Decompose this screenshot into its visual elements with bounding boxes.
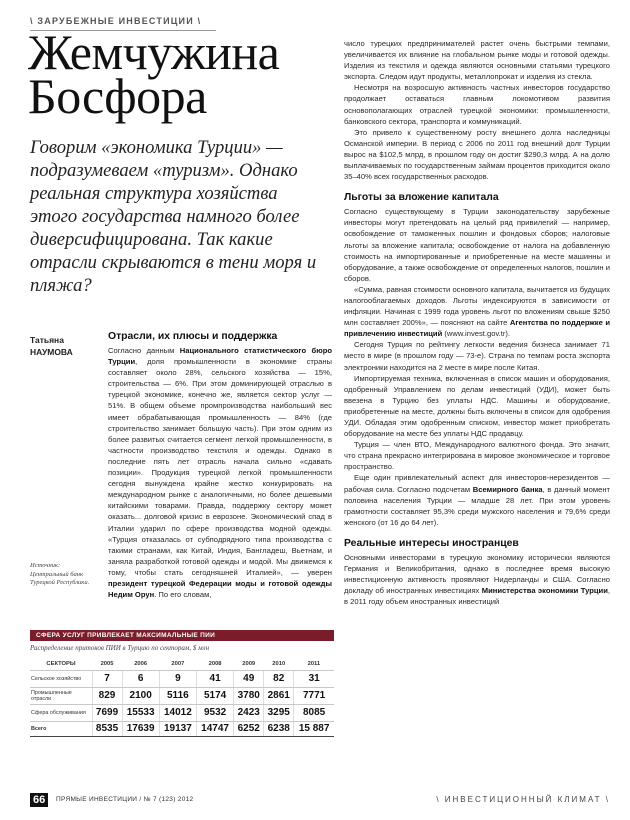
table-cell: 31 bbox=[294, 670, 334, 687]
col-header-year: 2007 bbox=[159, 658, 196, 670]
table-cell: 15533 bbox=[122, 704, 159, 721]
row-label: Сельское хозяйство bbox=[30, 670, 92, 687]
table-cell: 3295 bbox=[264, 704, 294, 721]
source-caption: Источник: Центральный банк Турецкой Республики. bbox=[30, 562, 90, 586]
col-header-year: 2008 bbox=[196, 658, 233, 670]
table-cell: 2423 bbox=[234, 704, 264, 721]
magazine-issue: ПРЯМЫЕ ИНВЕСТИЦИИ / № 7 (123) 2012 bbox=[56, 796, 194, 803]
table-cell: 6238 bbox=[264, 721, 294, 736]
paragraph: Это привело к существенному росту внешнего долга наследницы Османской империи. В период с 2006 по 2011 год внешний долг Турции вырос на $102,5 млрд, в прошлом году он достиг $290,3 млрд. А на долю выплачиваемых по государственным займам процентов приходится около 35–40% всех государственных расходов. bbox=[344, 127, 610, 182]
rubric-label: \ ИНВЕСТИЦИОННЫЙ КЛИМАТ \ bbox=[436, 795, 610, 804]
title-line-1: Жемчужина bbox=[28, 24, 280, 80]
col-header-year: 2005 bbox=[92, 658, 122, 670]
article-column-middle bbox=[108, 330, 332, 600]
article-column-right bbox=[344, 38, 610, 607]
table-cell: 8085 bbox=[294, 704, 334, 721]
author-last-name: НАУМОВА bbox=[30, 347, 73, 357]
col-header-year: 2010 bbox=[264, 658, 294, 670]
table-cell: 14012 bbox=[159, 704, 196, 721]
heading-benefits: Льготы за вложение капитала bbox=[344, 192, 499, 204]
table-header-row bbox=[30, 658, 334, 670]
title-line-2: Босфора bbox=[28, 68, 207, 124]
paragraph: «Сумма, равная стоимости основного капитала, вычитается из будущих налогооблагаемых доходов. Льготы индексируются в зависимости от инфляции. Начиная с 1999 года уровень льгот по вложениям свыше $250 млн составляет 200%», — поясняют на сайте Агентства по поддержке и привлечению инвестиций (www.invest.gov.tr). bbox=[344, 284, 610, 339]
table-cell: 2861 bbox=[264, 687, 294, 704]
table-cell: 49 bbox=[234, 670, 264, 687]
table-cell: 829 bbox=[92, 687, 122, 704]
paragraph: Согласно существующему в Турции законодательству зарубежные инвесторы могут претендовать на целый ряд привилегий — например, освобождение от таможенных пошлин и фондовых сборов; налоговые льготы за вложение капитала; освобождение от налога на добавленную стоимость на импортированные и приобретенные на месте машинны и оборудование, а также освобождение от определенных налогов, пошлин и сборов. bbox=[344, 207, 610, 283]
page-footer bbox=[30, 793, 610, 809]
heading-industries: Отрасли, их плюсы и поддержка bbox=[108, 331, 278, 342]
row-label: Промышленные отрасли bbox=[30, 687, 92, 704]
table-cell: 7 bbox=[92, 670, 122, 687]
table-cell: 19137 bbox=[159, 721, 196, 736]
section-label: \ ЗАРУБЕЖНЫЕ ИНВЕСТИЦИИ \ bbox=[30, 16, 202, 26]
table-row bbox=[30, 704, 334, 721]
table-cell: 9532 bbox=[196, 704, 233, 721]
table-cell: 2100 bbox=[122, 687, 159, 704]
table-cell: 15 887 bbox=[294, 721, 334, 736]
table-cell: 14747 bbox=[196, 721, 233, 736]
table-cell: 6252 bbox=[234, 721, 264, 736]
article-title bbox=[28, 24, 280, 124]
heading-foreign-interests: Реальные интересы иностранцев bbox=[344, 537, 519, 549]
table-cell: 7771 bbox=[294, 687, 334, 704]
lead-paragraph: Говорим «экономика Турции» — подразумеваем «туризм». Однако реальная структура хозяйства этого государства намного более диверсифицирована. Так какие отрасли скрываются в тени моря и пляжа? bbox=[30, 137, 317, 296]
table-cell: 8535 bbox=[92, 721, 122, 736]
table-cell: 5116 bbox=[159, 687, 196, 704]
paragraph: Сегодня Турция по рейтингу легкости ведения бизнеса занимает 71 место в мире (в прошлом году — 73-е). Страна по темпам роста экспорта электроники находится на 2 месте в мире после Китая. bbox=[344, 340, 610, 372]
table-cell: 7699 bbox=[92, 704, 122, 721]
col-header-year: 2009 bbox=[234, 658, 264, 670]
table-title: СФЕРА УСЛУГ ПРИВЛЕКАЕТ МАКСИМАЛЬНЫЕ ПИИ bbox=[30, 630, 334, 641]
row-label: Сфера обслуживания bbox=[30, 704, 92, 721]
table-cell: 5174 bbox=[196, 687, 233, 704]
paragraph: Основными инвесторами в турецкую экономику исторически являются Германия и Великобритания, однако в последнее время высокую инвестиционную активность проявляют Нидерланды и США. Согласно докладу об иностранных инвестициях Министерства экономики Турции, в 2011 году объем иностранных инвестиций bbox=[344, 552, 610, 607]
table-cell: 3780 bbox=[234, 687, 264, 704]
table-row bbox=[30, 687, 334, 704]
table-cell: 82 bbox=[264, 670, 294, 687]
table-row bbox=[30, 670, 334, 687]
paragraph: Несмотря на возросшую активность частных инвесторов государство продолжает оставаться главным локомотивом развития основополагающих отраслей турецкой экономики: промышленности, банковского сектора, транспорта и коммуникаций. bbox=[344, 83, 610, 126]
page-number: 66 bbox=[30, 793, 48, 807]
paragraph: число турецких предпринимателей растет очень быстрыми темпами, увеличивается их влияние на глобальном рынке моды и готовой одежды. Изделия из текстиля и одежда являются основными статьями турецкого экспорта. Следом идут продукты, металлопрокат и изделия из стекла. bbox=[344, 39, 610, 82]
table-cell: 41 bbox=[196, 670, 233, 687]
table-cell: 17639 bbox=[122, 721, 159, 736]
table-subtitle: Распределение притоков ПИИ в Турцию по секторам, $ млн bbox=[30, 644, 210, 652]
col-header-year: 2011 bbox=[294, 658, 334, 670]
table-cell: 6 bbox=[122, 670, 159, 687]
fdi-table bbox=[30, 658, 334, 737]
table-cell: 9 bbox=[159, 670, 196, 687]
col-header-sectors: СЕКТОРЫ bbox=[30, 658, 92, 670]
paragraph: Турция — член ВТО, Международного валютного фонда. Это значит, что страна прекрасно интегрирована в мировое экономическое и торговое пространство. bbox=[344, 440, 610, 472]
author-first-name: Татьяна bbox=[30, 335, 64, 345]
table-total-row bbox=[30, 721, 334, 736]
paragraph: Импортируемая техника, включенная в список машин и оборудования, одобренный Управлением по делам инвестиций (УДИ), может быть ввезена в Турцию без уплаты НДС. Машины и оборудование, приобретенные на месте, должны быть включены в список для одобрения УДИ. Обладая этим одобренным списком, инвестор может приобретать оборудование на месте без уплаты НДС продавцу. bbox=[344, 373, 610, 439]
paragraph: Еще один привлекательный аспект для инвесторов-нерезидентов — рабочая сила. Согласно подсчетам Всемирного банка, в данный момент половина населения Турции — младше 28 лет. При этом уровень грамотности составляет 95,3% среди мужского населения и 79,6% среди женского (от 16 до 64 лет). bbox=[344, 473, 610, 527]
author-byline bbox=[30, 334, 73, 358]
row-label: Всего bbox=[30, 721, 92, 736]
col-header-year: 2006 bbox=[122, 658, 159, 670]
paragraph: Согласно данным Национального статистического бюро Турции, доля промышленности в экономике страны составляет около 28%, сельского хозяйства — 15%, строительства — 6%. При этом доминирующей отраслью в турецкой экономике, конечно же, является сектор услуг — 51%. В общем объеме промпроизводства наибольший вес имеет обрабатывающая промышленность — 84% (где строительство занимает большую часть). При этом одним из более развитых считается сегмент легкой промышленности, в частности производство текстиля и одежды. Однако в последние пять лет отрасль начала сильно «сдавать позиции». Продукция турецкой легкой промышленности сегодня вынуждена крайне жестко конкурировать на международном рынке с аналогичными, но более дешевыми китайскими товарами. Правда, поддержку сектору может оказать... долговой кризис в еврозоне. Экономический спад в Италии ударил по сфере производства модной одежды. «Турция отказалась от субподрядного типа производства с такими странами, как Китай, Индия, Бангладеш, Вьетнам, и заняла разработкой готовой одежды и модой. Мы движемся к тому, чтобы стать сегодняшней Италией», — уверен президент турецкой Федерации моды и готовой одежды Недим Орун. По его словам, bbox=[108, 346, 333, 600]
